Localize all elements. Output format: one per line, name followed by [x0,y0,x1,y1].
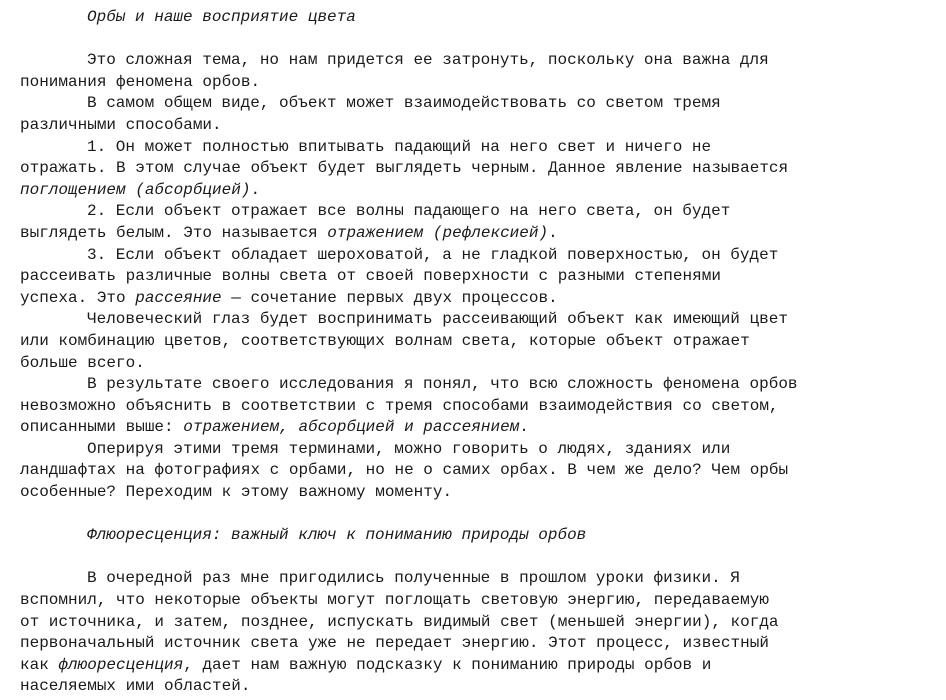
text-line: от источника, и затем, позднее, испускать видимый свет (меньшей энергии), когда [20,612,779,631]
text-line: описанными выше: отражением, абсорбцией и рассеянием. [20,418,529,437]
text-line: 2. Если объект отражает все волны падающего на него света, он будет [87,202,731,221]
text-line: больше всего. [20,353,145,372]
text-line: как флюоресценция, дает нам важную подсказку к пониманию природы орбов и [20,655,712,674]
text-line: 1. Он может полностью впитывать падающий на него свет и ничего не [87,137,712,156]
spacer [20,29,942,51]
text-line: или комбинацию цветов, соответствующих волнам света, которые объект отражает [20,331,750,350]
text-line: различными способами. [20,115,222,134]
spacer [20,504,942,526]
text-line: успеха. Это рассеяние — сочетание первых двух процессов. [20,288,558,307]
text-line: отражать. В этом случае объект будет выглядеть черным. Данное явление называется [20,159,789,178]
emphasis-term: флюоресценция [58,655,184,674]
text-line: Это сложная тема, но нам придется ее затронуть, поскольку она важна для [87,51,769,70]
emphasis-term: отражением (рефлексией) [327,223,549,242]
paragraph [20,201,942,244]
paragraph [20,137,942,202]
text-line: 3. Если объект обладает шероховатой, а не гладкой поверхностью, он будет [87,245,779,264]
paragraph [20,245,942,310]
text-line: населяемых ими областей. [20,677,251,696]
paragraph [20,374,942,439]
text-line: особенные? Переходим к этому важному моменту. [20,483,453,502]
emphasis-term: поглощением (абсорбцией) [20,180,251,199]
text-line: поглощением (абсорбцией). [20,180,261,199]
text-line: Человеческий глаз будет воспринимать рассеивающий объект как имеющий цвет [87,310,788,329]
text-line: В результате своего исследования я понял, что всю сложность феномена орбов [87,375,798,394]
spacer [20,547,942,569]
paragraph [20,568,942,698]
paragraph [20,93,942,136]
section-heading: Орбы и наше восприятие цвета [87,8,356,26]
text-line: невозможно объяснить в соответствии с тремя способами взаимодействия со светом, [20,396,779,415]
text-line: рассеивать различные волны света от своей поверхности с разными степенями [20,267,721,286]
section-heading: Флюоресценция: важный ключ к пониманию природы орбов [87,526,587,545]
document-page [20,7,942,698]
text-line: первоначальный источник света уже не передает энергию. Этот процесс, известный [20,634,769,653]
paragraph [20,439,942,504]
emphasis-term: рассеяние [135,288,222,307]
emphasis-term: отражением, абсорбцией и рассеянием [183,418,520,437]
paragraph [20,309,942,374]
paragraph [20,50,942,93]
text-line: В очередной раз мне пригодились полученные в прошлом уроки физики. Я [87,569,740,588]
text-line: вспомнил, что некоторые объекты могут поглощать световую энергию, передаваемую [20,591,769,610]
text-line: Оперируя этими тремя терминами, можно говорить о людях, зданиях или [87,439,731,458]
text-line: ландшафтах на фотографиях с орбами, но не о самих орбах. В чем же дело? Чем орбы [20,461,789,480]
text-line: понимания феномена орбов. [20,72,261,91]
text-line: выглядеть белым. Это называется отражением (рефлексией). [20,223,558,242]
text-line: В самом общем виде, объект может взаимодействовать со светом тремя [87,94,721,113]
